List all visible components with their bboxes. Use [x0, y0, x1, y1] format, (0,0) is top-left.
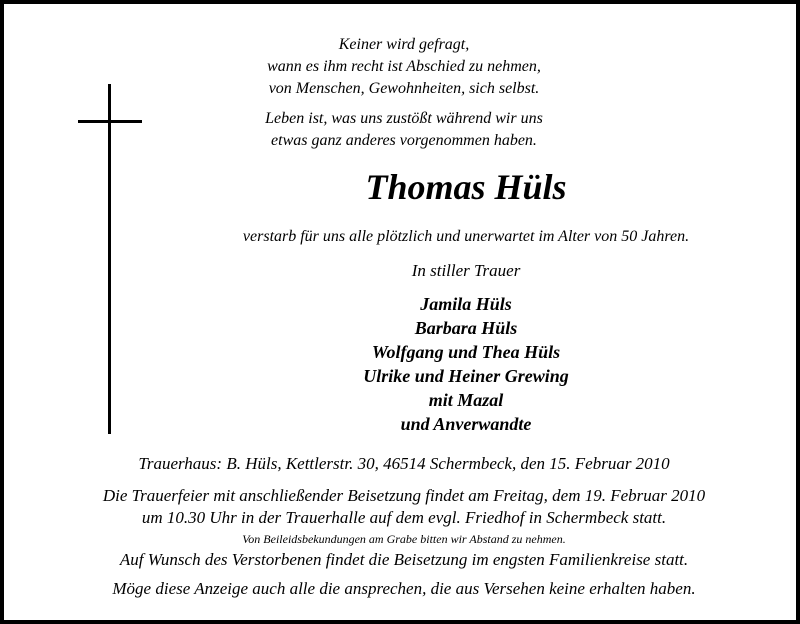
- family-member: Barbara Hüls: [414, 318, 518, 338]
- ceremony-line: um 10.30 Uhr in der Trauerhalle auf dem evgl. Friedhof in Schermbeck statt.: [141, 508, 667, 527]
- family-member: Jamila Hüls: [420, 294, 512, 314]
- closing-note: Möge diese Anzeige auch alle die ansprechen, die aus Versehen keine erhalten haben.: [112, 579, 696, 598]
- quote-line: etwas ganz anderes vorgenommen haben.: [271, 132, 537, 149]
- ceremony-line: Die Trauerfeier mit anschließender Beisetzung findet am Freitag, dem 19. Februar 2010: [102, 486, 706, 505]
- quote-line: von Menschen, Gewohnheiten, sich selbst.: [268, 80, 540, 97]
- death-message: verstarb für uns alle plötzlich und unerwartet im Alter von 50 Jahren.: [242, 228, 690, 245]
- condolence-note: Von Beileidsbekundungen am Grabe bitten wir Abstand zu nehmen.: [242, 532, 566, 546]
- family-circle-note: Auf Wunsch des Verstorbenen findet die Beisetzung im engsten Familienkreise statt.: [119, 550, 689, 569]
- family-member: mit Mazal: [428, 390, 504, 410]
- family-member: Ulrike und Heiner Grewing: [363, 366, 569, 386]
- quote-line: Leben ist, was uns zustößt während wir uns: [265, 110, 543, 127]
- mourning-house-address: Trauerhaus: B. Hüls, Kettlerstr. 30, 46514 Schermbeck, den 15. Februar 2010: [138, 454, 670, 473]
- deceased-name: Thomas Hüls: [365, 167, 567, 207]
- family-member: und Anverwandte: [400, 414, 532, 434]
- quote-line: Keiner wird gefragt,: [338, 36, 470, 53]
- quote-line: wann es ihm recht ist Abschied zu nehmen,: [267, 58, 541, 75]
- family-member: Wolfgang und Thea Hüls: [371, 342, 561, 362]
- mourning-label: In stiller Trauer: [411, 261, 521, 280]
